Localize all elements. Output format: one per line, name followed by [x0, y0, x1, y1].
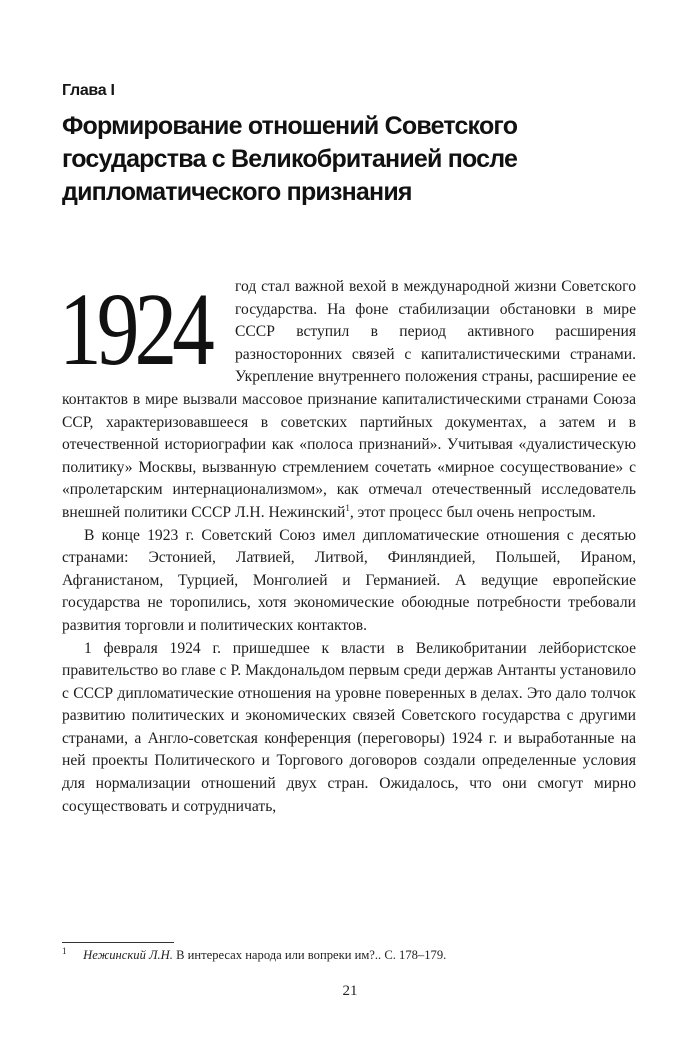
footnote-divider [62, 942, 174, 943]
footnote-mark: 1 [62, 946, 67, 956]
footnote-reference[interactable]: 1 [345, 502, 350, 513]
chapter-title: Формирование отношений Советского государства с Великобританией после дипломатического признания [62, 112, 518, 206]
drop-cap-year: 1924 [59, 272, 210, 387]
paragraph-1-text: год стал важной вехой в международной жизни Советского государства. На фоне стабилизации обстановки в мире СССР вступил в период активного расширения разносторонних связей с капиталистическими странами. Укрепление внутреннего положения страны, расширение ее контактов в мире вызвали массовое признание капиталистическими странами Союза ССР, характеризовавшееся в советских партийных документах, а затем и в отечественной историографии как «полоса признаний». Учитывая «дуалистическую политику» Москвы, вызванную стремлением сочетать «мирное сосуществование» с «пролетарским интернационализмом», как отмечал отечественный исследователь внешней политики СССР Л.Н. Нежинский [62, 278, 636, 521]
chapter-label: Глава I [62, 82, 115, 99]
page-number: 21 [342, 983, 358, 999]
footnote-text: В интересах народа или вопреки им?.. С. 178–179. [176, 948, 447, 963]
footnote-author: Нежинский Л.Н. [83, 948, 173, 963]
paragraph-1-tail: , этот процесс был очень непростым. [349, 503, 596, 521]
paragraph-1 [59, 272, 636, 525]
paragraph-2: В конце 1923 г. Советский Союз имел дипломатические отношения с десятью странами: Эстонией, Латвией, Литвой, Финляндией, Польшей, Ираном, Афганистаном, Турцией, Монголией и Германией. А ведущие европейские государства не торопились, хотя экономические обоюдные потребности требовали развития торговли и политических контактов. [62, 526, 636, 634]
paragraph-3: 1 февраля 1924 г. пришедшее к власти в Великобритании лейбористское правительство во главе с Р. Макдональдом первым среди держав Антанты установило с СССР дипломатические отношения на уровне поверенных в делах. Это дало толчок развитию политических и экономических связей Советского государства с другими странами, а Англо-советская конференция (переговоры) 1924 г. и выработанные на ней проекты Политического и Торгового договоров создали определенные условия для нормализации отношений двух стран. Ожидалось, что они смогут мирно сосуществовать и сотрудничать, [62, 639, 636, 815]
footnote [62, 946, 636, 963]
body-text [59, 272, 636, 818]
